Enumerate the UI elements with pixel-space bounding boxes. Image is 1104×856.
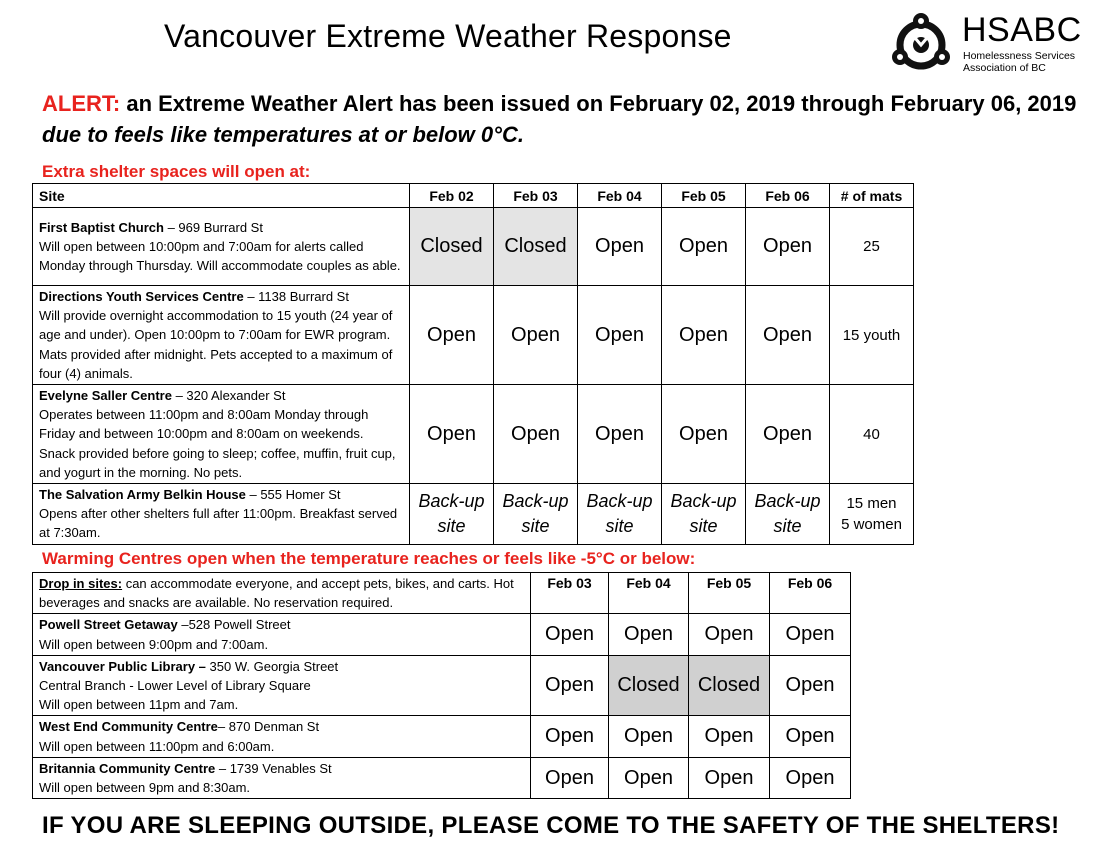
site-cell: Powell Street Getaway –528 Powell Street Will open between 9:00pm and 7:00am.: [33, 614, 531, 655]
column-header-feb02: Feb 02: [410, 184, 494, 208]
column-header-site: Site: [33, 184, 410, 208]
status-cell: Closed: [410, 208, 494, 286]
status-cell: Back-up site: [578, 484, 662, 545]
column-header-feb05: Feb 05: [689, 573, 770, 614]
logo-text: HSABC: [962, 11, 1082, 49]
mats-cell: 25: [830, 208, 914, 286]
status-cell: Closed: [609, 655, 689, 716]
status-cell: Open: [746, 286, 830, 385]
warming-heading: Warming Centres open when the temperature reaches or feels like -5°C or below:: [42, 549, 696, 568]
status-cell: Back-up site: [746, 484, 830, 545]
shelters-table: [32, 183, 914, 545]
table-row: [33, 484, 914, 545]
status-cell: Open: [770, 614, 851, 655]
table-row: [33, 757, 851, 798]
page-title: Vancouver Extreme Weather Response: [164, 18, 732, 54]
table-header-row: [33, 573, 851, 614]
status-cell: Open: [410, 385, 494, 484]
status-cell: Open: [578, 208, 662, 286]
status-cell: Open: [578, 286, 662, 385]
alert-label: ALERT:: [42, 91, 121, 116]
alert-message: [42, 88, 1082, 150]
column-header-feb06: Feb 06: [746, 184, 830, 208]
warming-table: [32, 572, 851, 799]
hsabc-logo-icon: [888, 12, 954, 78]
status-cell: Open: [609, 757, 689, 798]
drop-in-cell: Drop in sites: can accommodate everyone, and accept pets, bikes, and carts. Hot beverages and snacks are available. No reservation required.: [33, 573, 531, 614]
status-cell: Back-up site: [662, 484, 746, 545]
alert-text: an Extreme Weather Alert has been issued on February 02, 2019 through February 06, 2019: [120, 91, 1077, 116]
status-cell: Open: [689, 716, 770, 757]
status-cell: Open: [609, 716, 689, 757]
status-cell: Open: [531, 655, 609, 716]
table-row: [33, 385, 914, 484]
status-cell: Open: [531, 757, 609, 798]
status-cell: Open: [609, 614, 689, 655]
mats-cell: 40: [830, 385, 914, 484]
table-row: [33, 286, 914, 385]
status-cell: Open: [410, 286, 494, 385]
site-cell: The Salvation Army Belkin House – 555 Homer St Opens after other shelters full after 11:00pm. Breakfast served at 7:30am.: [33, 484, 410, 545]
table-row: [33, 716, 851, 757]
shelters-heading: Extra shelter spaces will open at:: [42, 162, 311, 181]
site-cell: Directions Youth Services Centre – 1138 Burrard St Will provide overnight accommodation to 15 youth (24 year of age and under). Open 10:00pm to 7:00am for EWR program. Mats provided after midnight. Pets accepted to a maximum of four (4) animals.: [33, 286, 410, 385]
status-cell: Open: [531, 716, 609, 757]
logo-subtitle: Homelessness Services Association of BC: [963, 50, 1076, 74]
table-row: [33, 655, 851, 716]
status-cell: Closed: [494, 208, 578, 286]
site-cell: First Baptist Church – 969 Burrard St Will open between 10:00pm and 7:00am for alerts called Monday through Thursday. Will accommodate couples as able.: [33, 208, 410, 286]
status-cell: Back-up site: [410, 484, 494, 545]
status-cell: Closed: [689, 655, 770, 716]
status-cell: Open: [770, 655, 851, 716]
footer-message: IF YOU ARE SLEEPING OUTSIDE, PLEASE COME TO THE SAFETY OF THE SHELTERS!: [42, 812, 1060, 839]
status-cell: Open: [746, 208, 830, 286]
mats-cell: 15 men 5 women: [830, 484, 914, 545]
status-cell: Open: [689, 614, 770, 655]
table-row: [33, 208, 914, 286]
status-cell: Open: [689, 757, 770, 798]
site-cell: Evelyne Saller Centre – 320 Alexander St Operates between 11:00pm and 8:00am Monday through Friday and between 10:00pm and 8:00am on weekends. Snack provided before going to sleep; coffee, muffin, fruit cup, and yogurt in the morning. No pets.: [33, 385, 410, 484]
column-header-feb04: Feb 04: [578, 184, 662, 208]
column-header-mats: # of mats: [830, 184, 914, 208]
column-header-feb05: Feb 05: [662, 184, 746, 208]
status-cell: Open: [578, 385, 662, 484]
status-cell: Open: [662, 286, 746, 385]
status-cell: Open: [662, 385, 746, 484]
status-cell: Open: [770, 716, 851, 757]
column-header-feb03: Feb 03: [494, 184, 578, 208]
table-header-row: [33, 184, 914, 208]
status-cell: Open: [746, 385, 830, 484]
hsabc-logo: [888, 12, 1088, 78]
status-cell: Open: [494, 385, 578, 484]
status-cell: Open: [662, 208, 746, 286]
status-cell: Back-up site: [494, 484, 578, 545]
mats-cell: 15 youth: [830, 286, 914, 385]
alert-emphasis: due to feels like temperatures at or below 0°C.: [42, 122, 524, 147]
site-cell: Britannia Community Centre – 1739 Venables St Will open between 9pm and 8:30am.: [33, 757, 531, 798]
status-cell: Open: [494, 286, 578, 385]
site-cell: West End Community Centre– 870 Denman St Will open between 11:00pm and 6:00am.: [33, 716, 531, 757]
table-row: [33, 614, 851, 655]
column-header-feb03: Feb 03: [531, 573, 609, 614]
site-cell: Vancouver Public Library – 350 W. Georgia Street Central Branch - Lower Level of Library Square Will open between 11pm and 7am.: [33, 655, 531, 716]
status-cell: Open: [531, 614, 609, 655]
status-cell: Open: [770, 757, 851, 798]
column-header-feb06: Feb 06: [770, 573, 851, 614]
column-header-feb04: Feb 04: [609, 573, 689, 614]
